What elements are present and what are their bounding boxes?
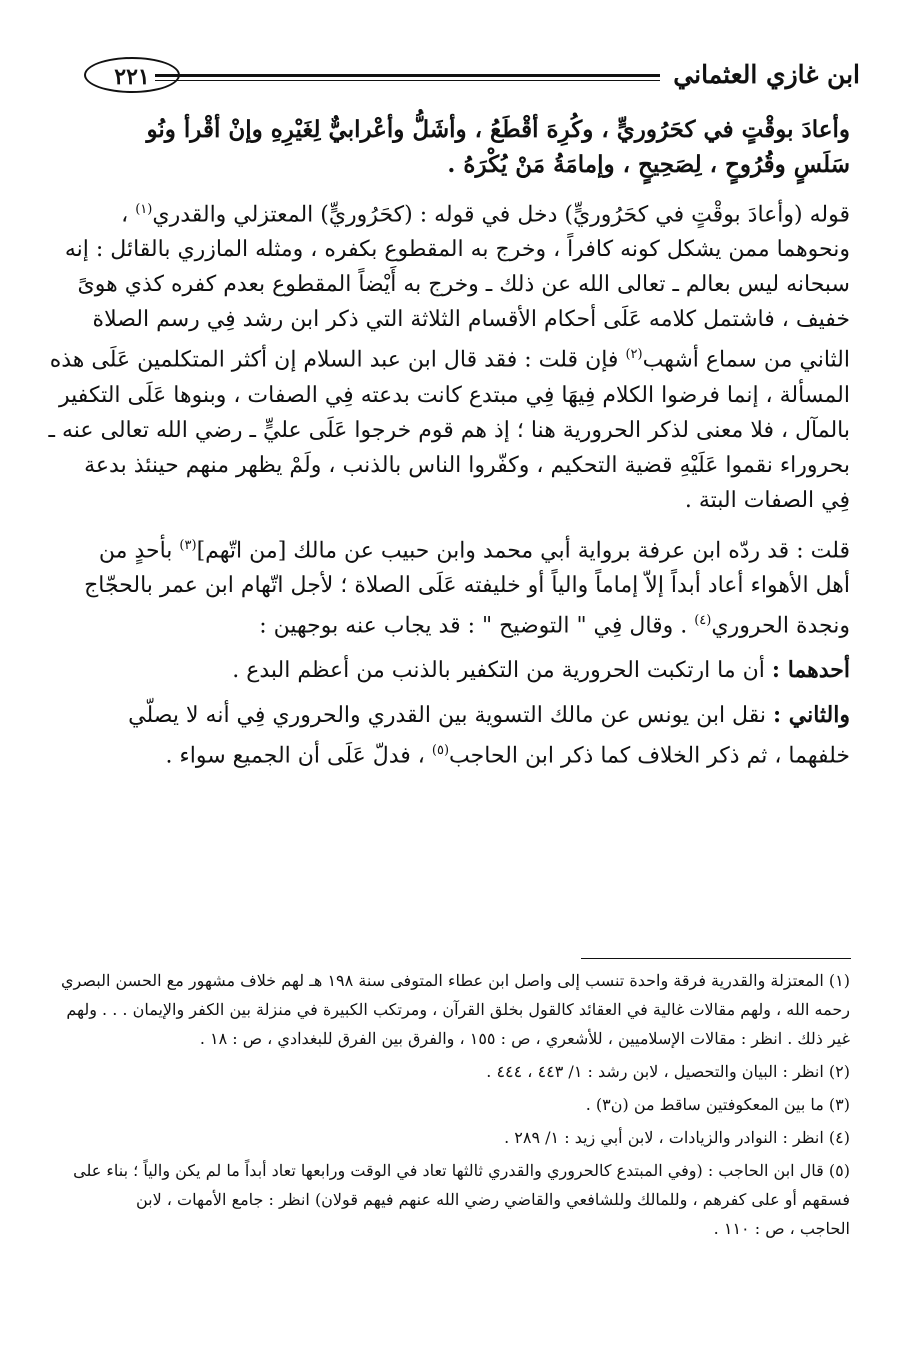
text-segment: نقل ابن يونس عن مالك التسوية بين القدري والحروري فِي أنه لا يصلّي (128, 703, 766, 729)
footnote-ref: (٥) (431, 743, 450, 759)
text-segment: بأحدٍ من (98, 537, 173, 563)
text-line (70, 192, 850, 232)
footnote-line: (٢) انظر : البيان والتحصيل ، لابن رشد : ١/ ٤٤٣ ، ٤٤٤ . (486, 1062, 850, 1081)
text-line (70, 698, 850, 733)
point-label: والثاني : (772, 702, 850, 729)
text-line: خفيف ، فاشتمل كلامه عَلَى أحكام الأقسام الثلاثة التي ذكر ابن رشد فِي رسم الصلاة (92, 307, 850, 333)
footnote-divider (581, 958, 851, 959)
text-line (70, 733, 850, 773)
header-rule-thin (155, 80, 660, 81)
matn-line: سَلَسٍ وقُرُوحٍ ، لِصَحِيحٍ ، وإمامَةُ مَنْ يُكْرَهُ . (447, 151, 850, 178)
footnote-line: (١) المعتزلة والقدرية فرقة واحدة تنسب إلى واصل ابن عطاء المتوفى سنة ١٩٨ هـ لهم خلاف مشهور مع الحسن البصري (61, 971, 850, 990)
text-segment: ، (121, 202, 129, 228)
running-header (60, 52, 860, 102)
text-line: فِي الصفات البتة . (684, 487, 850, 513)
text-segment: قلت : قد ردّه ابن عرفة برواية أبي محمد وابن حبيب عن مالك [من اتّهم] (196, 537, 850, 563)
footnote-ref: (١) (135, 202, 153, 217)
text-line: المسألة ، إنما فرضوا الكلام فِيهَا فِي مبتدع كانت بدعته فِي الصفات ، وبنوها عَلَى التكفير (59, 382, 850, 408)
text-segment: خلفهما ، ثم ذكر الخلاف كما ذكر ابن الحاجب (449, 743, 850, 769)
header-rule (155, 74, 660, 77)
text-segment: فإن قلت : فقد قال ابن عبد السلام إن أكثر المتكلمين عَلَى هذه (49, 347, 619, 373)
text-segment: . وقال فِي " التوضيح " : قد يجاب عنه بوجهين : (259, 613, 688, 639)
text-line: ونحوهما ممن يشكل كونه كافراً ، وخرج به المقطوع بكفره ، ومثله المازري بالقائل : إنه (64, 237, 850, 263)
text-segment: قوله (وأعادَ بوقْتٍ في كحَرُوريٍّ) دخل في قوله : (كحَرُوريٍّ) المعتزلي والقدري (152, 202, 850, 228)
footnote-line: رحمه الله ، ولهم مقالات غالية في العقائد كالقول بخلق القرآن ، ومرتكب الكبيرة في منزلة بين الكفر والإيمان . . . ولهم (66, 1000, 850, 1019)
text-line: أهل الأهواء أعاد أبداً إلاّ إماماً والياً أو خليفته عَلَى الصلاة ؛ لأجل اتّهام ابن عمر بالحجّاج (84, 572, 850, 598)
footnotes (61, 966, 850, 1243)
text-segment: الثاني من سماع أشهب (642, 347, 850, 373)
text-segment: ، فدلّ عَلَى أن الجميع سواء . (165, 743, 425, 769)
point-label: أحدهما : (771, 657, 850, 684)
footnote-ref: (٣) (179, 537, 197, 553)
footnote-line: الحاجب ، ص : ١١٠ . (713, 1219, 850, 1238)
footnote-line: (٤) انظر : النوادر والزيادات ، لابن أبي زيد : ١/ ٢٨٩ . (504, 1128, 850, 1147)
footnote-ref: (٢) (625, 347, 643, 363)
footnote-line: غير ذلك . انظر : مقالات الإسلاميين ، للأشعري ، ص : ١٥٥ ، والفرق بين الفرق للبغدادي ، ص : ١٨ . (199, 1029, 850, 1048)
footnote-line: فسقهم أو على كفرهم ، وللمالك وللشافعي والقاضي رضي الله عنهم فيهم قولان) انظر : جامع الأمهات ، لابن (135, 1190, 850, 1209)
page-number: ٢٢١ (84, 57, 180, 93)
text-line (70, 653, 850, 688)
text-line: سبحانه ليس بعالم ـ تعالى الله عن ذلك ـ وخرج به أَيْضاً المقطوع بعدم كفره كذي هوىً (77, 272, 850, 298)
text-line (49, 337, 850, 377)
text-line: بحروراء نقموا عَلَيْهِ قضية التحكيم ، وكفّروا الناس بالذنب ، ولَمْ يظهر منهم حينئذ بدعة (84, 452, 850, 478)
text-line (70, 603, 850, 643)
footnote-line: (٥) قال ابن الحاجب : (وفي المبتدع كالحروري والقدري ثالثها تعاد في الوقت ورابعها تعاد أبداً ما لم يكن والياً ؛ بناء على (73, 1161, 850, 1180)
text-segment: أن ما ارتكبت الحرورية من التكفير بالذنب من أعظم البدع . (232, 658, 765, 684)
text-line (70, 528, 850, 568)
text-line: بالمآل ، فلا معنى لذكر الحرورية هنا ؛ إذ هم قوم خرجوا عَلَى عليٍّ ـ رضي الله تعالى عنه ـ (48, 417, 850, 443)
footnote-ref: (٤) (694, 612, 712, 628)
matn-line: وأعادَ بوقْتٍ في كحَرُوريٍّ ، وكُرِهَ أقْطَعُ ، وأشَلُّ وأعْرابيٌّ لِغَيْرِهِ وإنْ أقْرأ ونُو (146, 116, 850, 143)
text-segment: ونجدة الحروري (711, 613, 850, 639)
main-text (48, 112, 850, 774)
header-title: ابن غازي العثماني (673, 60, 860, 89)
footnote-line: (٣) ما بين المعكوفتين ساقط من (ن٣) . (585, 1095, 850, 1114)
